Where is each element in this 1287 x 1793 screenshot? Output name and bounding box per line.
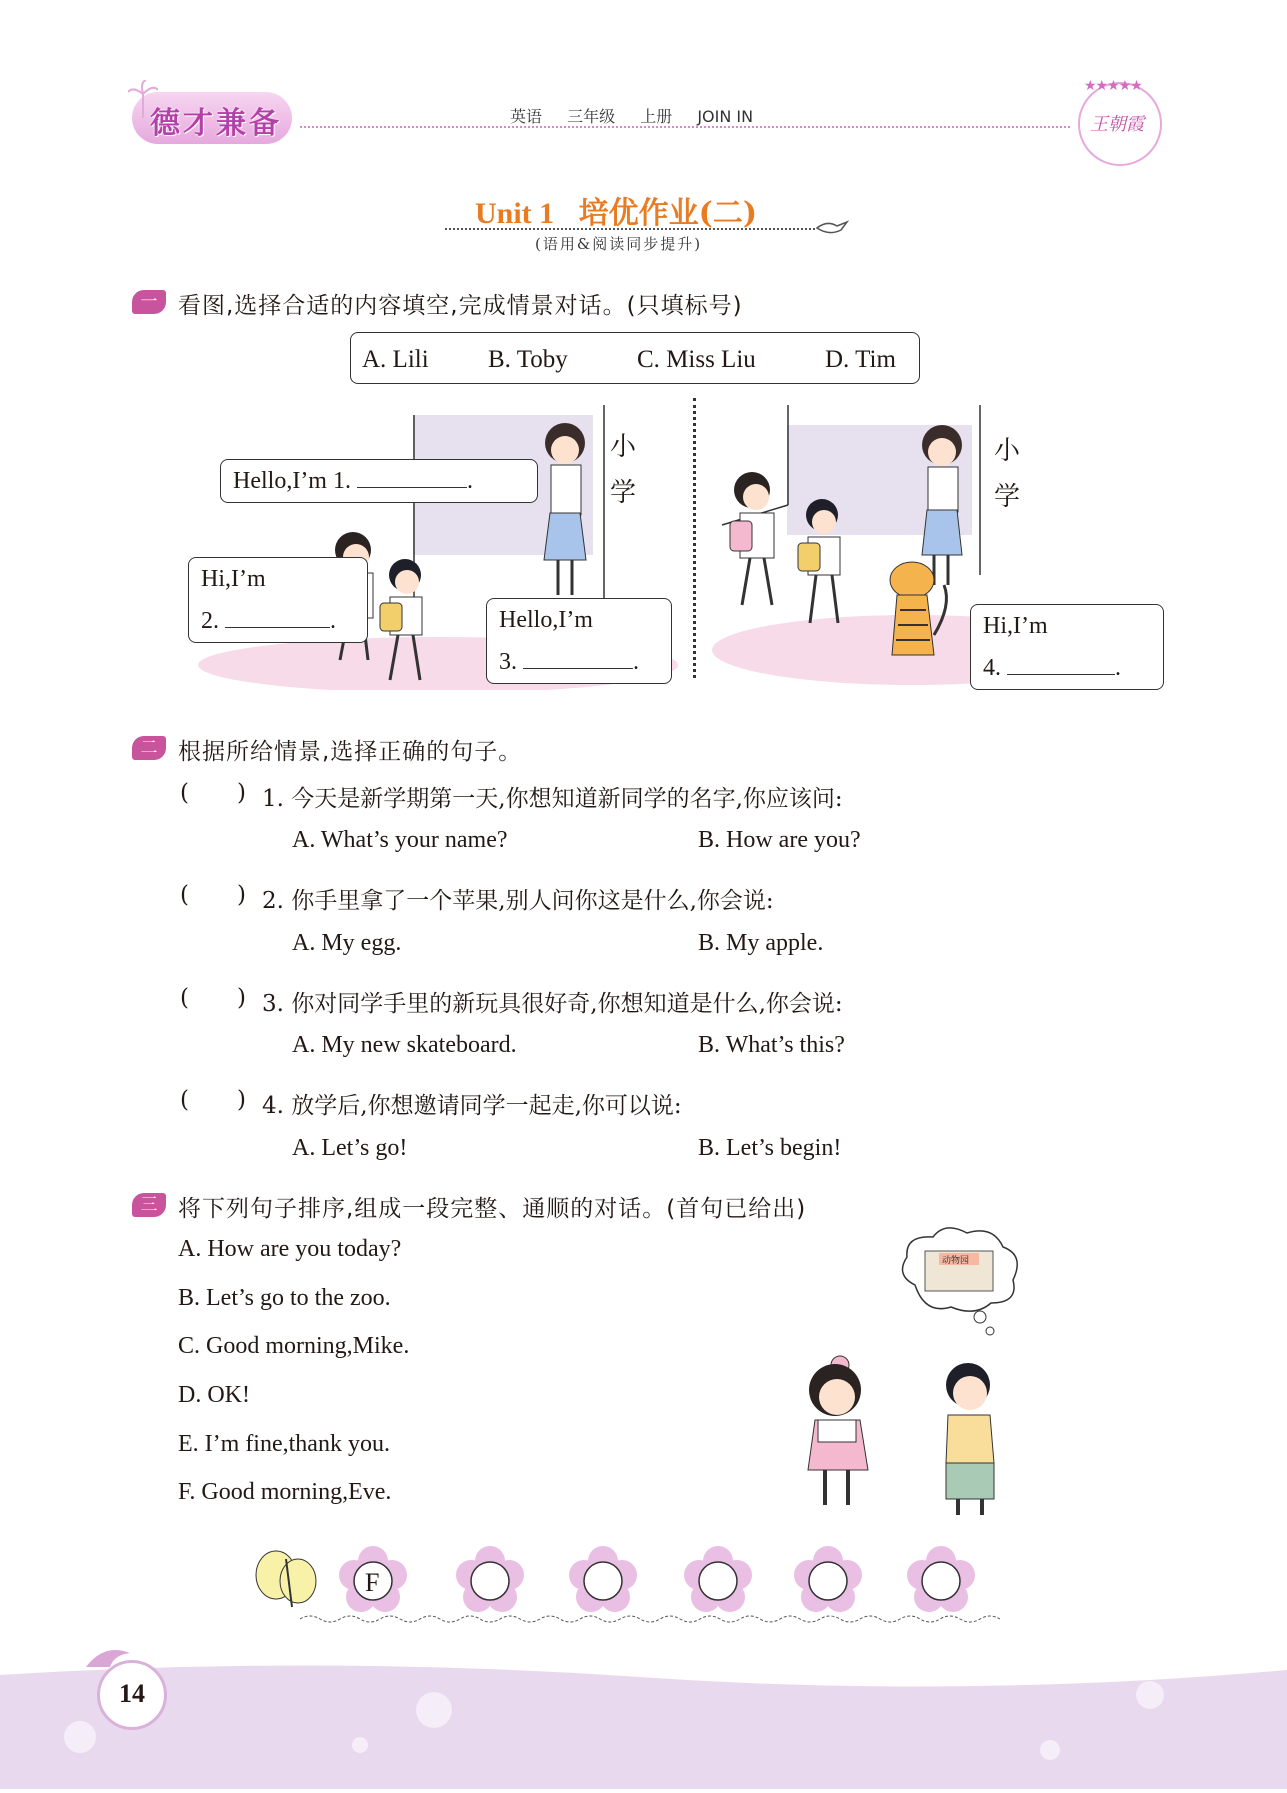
answer-paren-3[interactable] [180,985,246,1011]
answer-paren-1[interactable] [180,780,246,806]
answer-blank-1[interactable] [357,487,467,488]
bubble-3-end: . [633,649,639,675]
seal-text: 王朝霞 [1090,114,1144,135]
section-1-badge: 一 [132,290,166,314]
sign-char-2: 学 [610,478,637,508]
volume-label: 上册 [640,107,673,126]
stars-icon: ★★★★★ [1084,78,1142,94]
children-illustration [780,1345,1010,1520]
bubble-4-line1: Hi,I’m [983,613,1048,639]
bubble-1-text: Hello,I’m 1. [233,468,351,494]
bubble-2-line1: Hi,I’m [201,566,266,592]
sentence-c: C. Good morning,Mike. [178,1333,410,1359]
page-subtitle: (语用&阅读同步提升) [535,235,703,253]
speech-bubble-4 [970,604,1164,690]
paren-open: ( [180,1087,189,1113]
answer-slot-6[interactable] [919,1564,957,1602]
title-underline [445,228,815,230]
page-title [475,188,757,232]
scene-divider [693,398,696,678]
speech-bubble-2 [188,557,368,643]
paren-open: ( [180,985,189,1011]
q4-choice-a: A. Let’s go! [292,1135,408,1161]
bubble-1-end: . [466,468,473,494]
school-sign-left [610,424,636,516]
page-number: 14 [97,1660,167,1730]
question-4: 4. 放学后,你想邀请同学一起走,你可以说: [262,1093,682,1119]
paren-close: ) [236,882,246,908]
bubble-2-num: 2. [201,608,219,634]
option-d: D. Tim [825,346,896,373]
answer-blank-4[interactable] [1007,674,1115,675]
answer-paren-4[interactable] [180,1087,246,1113]
paren-open: ( [180,882,189,908]
section-1-instruction: 看图,选择合适的内容填空,完成情景对话。(只填标号) [178,293,743,319]
sentence-a: A. How are you today? [178,1236,402,1262]
unit-label: Unit 1 [475,197,555,230]
answer-paren-2[interactable] [180,882,246,908]
paren-close: ) [236,985,246,1011]
question-3: 3. 你对同学手里的新玩具很好奇,你想知道是什么,你会说: [262,991,843,1017]
paren-close: ) [236,1087,246,1113]
answer-blank-3[interactable] [523,668,633,669]
question-1: 1. 今天是新学期第一天,你想知道新同学的名字,你应该问: [262,786,843,812]
footer-band [0,1655,1287,1789]
q2-choice-a: A. My egg. [292,930,402,956]
speech-bubble-3 [486,598,672,684]
question-2: 2. 你手里拿了一个苹果,别人问你这是什么,你会说: [262,888,774,914]
subject-label: 英语 [510,107,543,126]
thought-bubble-illustration [895,1225,1025,1340]
section-3-badge: 三 [132,1193,166,1217]
sentence-b: B. Let’s go to the zoo. [178,1285,391,1311]
option-b: B. Toby [488,346,568,373]
title-name: 培优作业(二) [578,196,758,231]
section-2-badge: 二 [132,736,166,760]
option-a: A. Lili [362,346,429,373]
brand-logo-text: 德才兼备 [150,106,282,141]
header-meta [510,104,773,127]
grade-label: 三年级 [567,107,616,126]
school-sign-right [994,428,1020,520]
answer-slot-1: F [365,1568,380,1597]
answer-blank-2[interactable] [225,627,330,628]
sign-char-2: 学 [994,482,1021,512]
q4-choice-b: B. Let’s begin! [698,1135,842,1161]
answer-slot-3[interactable] [581,1564,619,1602]
bird-icon [815,218,849,242]
q3-choice-b: B. What’s this? [698,1032,845,1058]
answer-slot-5[interactable] [806,1564,844,1602]
option-c: C. Miss Liu [637,346,756,373]
bubble-4-num: 4. [983,655,1001,681]
bubble-4-end: . [1115,655,1121,681]
q1-choice-b: B. How are you? [698,827,861,853]
bubble-2-end: . [330,608,336,634]
sign-char-1: 小 [994,436,1021,466]
answer-slot-2[interactable] [466,1564,504,1602]
zoo-sign: 动物园 [942,1256,970,1266]
paren-open: ( [180,780,189,806]
sign-char-1: 小 [610,432,637,462]
sentence-f: F. Good morning,Eve. [178,1479,392,1505]
q3-choice-a: A. My new skateboard. [292,1032,517,1058]
sentence-d: D. OK! [178,1382,250,1408]
bubble-3-num: 3. [499,649,517,675]
wavy-line [300,1610,1005,1629]
speech-bubble-1 [220,459,538,503]
paren-close: ) [236,780,246,806]
bubble-3-line1: Hello,I’m [499,607,593,633]
q2-choice-b: B. My apple. [698,930,824,956]
q1-choice-a: A. What’s your name? [292,827,508,853]
edition-label: JOIN IN [697,107,754,126]
section-2-instruction: 根据所给情景,选择正确的句子。 [178,739,523,765]
section-3-instruction: 将下列句子排序,组成一段完整、通顺的对话。(首句已给出) [178,1196,807,1222]
answer-slot-4[interactable] [696,1564,734,1602]
sentence-e: E. I’m fine,thank you. [178,1431,390,1457]
